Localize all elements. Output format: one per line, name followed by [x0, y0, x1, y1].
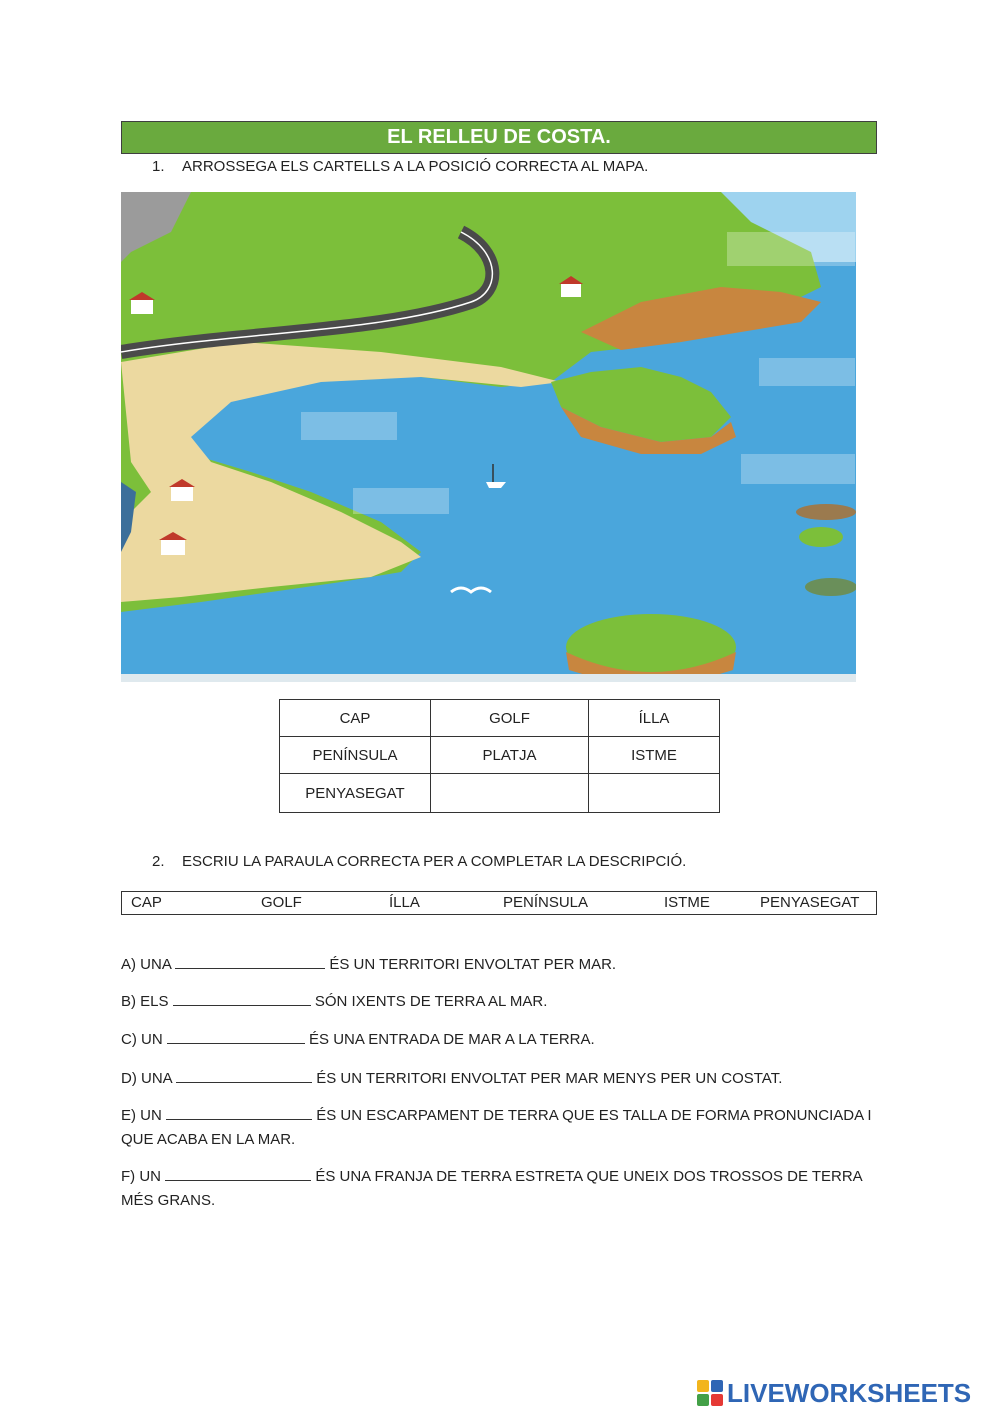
logo-text: LIVEWORKSHEETS: [727, 1377, 972, 1408]
question-text: SÓN IXENTS DE TERRA AL MAR.: [314, 993, 548, 1010]
coast-map: [121, 192, 856, 682]
answer-blank[interactable]: [173, 990, 311, 1006]
word-bank-item: CAP: [131, 894, 162, 911]
table-cell: [431, 774, 589, 813]
drop-zone[interactable]: [301, 412, 397, 440]
question-text: ÉS UN ESCARPAMENT DE TERRA QUE ES TALLA DE FORMA PRONUNCIADA I QUE ACABA EN LA MAR.: [121, 1107, 872, 1148]
drop-zone[interactable]: [741, 454, 855, 484]
table-cell: [589, 774, 720, 813]
question-text: ÉS UNA FRANJA DE TERRA ESTRETA QUE UNEIX DOS TROSSOS DE TERRA MÉS GRANS.: [121, 1168, 862, 1209]
instruction-1-number: 1.: [152, 158, 165, 175]
question-f: [121, 1165, 881, 1213]
question-c: [121, 1028, 881, 1052]
word-bank-item: PENÍNSULA: [503, 894, 589, 911]
table-row: [280, 700, 720, 737]
instruction-2-number: 2.: [152, 853, 165, 870]
instruction-2: [152, 853, 686, 870]
drop-zone[interactable]: [353, 488, 449, 514]
word-bank-item: ÍLLA: [389, 894, 420, 911]
drop-zone[interactable]: [727, 232, 855, 266]
question-prefix: B) ELS: [121, 993, 169, 1010]
draggable-label[interactable]: ISTME: [589, 737, 720, 774]
draggable-label[interactable]: GOLF: [431, 700, 589, 737]
liveworksheets-logo-icon: [697, 1380, 723, 1406]
word-bank-item: ISTME: [664, 894, 710, 911]
answer-blank[interactable]: [167, 1028, 305, 1044]
draggable-label[interactable]: PENÍNSULA: [280, 737, 431, 774]
question-prefix: C) UN: [121, 1031, 163, 1048]
question-prefix: A) UNA: [121, 956, 172, 973]
draggable-label[interactable]: PENYASEGAT: [280, 774, 431, 813]
question-a: [121, 953, 881, 977]
page-title: EL RELLEU DE COSTA.: [121, 121, 877, 154]
instruction-1: [152, 158, 648, 175]
answer-blank[interactable]: [166, 1104, 312, 1120]
question-text: ÉS UNA ENTRADA DE MAR A LA TERRA.: [309, 1031, 595, 1048]
instruction-2-text: ESCRIU LA PARAULA CORRECTA PER A COMPLETAR LA DESCRIPCIÓ.: [182, 853, 687, 870]
word-bank: [121, 891, 877, 915]
liveworksheets-logo: [697, 1378, 971, 1408]
answer-blank[interactable]: [165, 1165, 311, 1181]
question-text: ÉS UN TERRITORI ENVOLTAT PER MAR MENYS PER UN COSTAT.: [316, 1070, 783, 1087]
question-d: [121, 1067, 881, 1091]
draggable-label[interactable]: PLATJA: [431, 737, 589, 774]
answer-blank[interactable]: [176, 1067, 312, 1083]
question-prefix: E) UN: [121, 1107, 162, 1124]
draggable-label[interactable]: CAP: [280, 700, 431, 737]
question-text: ÉS UN TERRITORI ENVOLTAT PER MAR.: [329, 956, 617, 973]
drop-zone[interactable]: [759, 358, 855, 386]
word-bank-item: PENYASEGAT: [760, 894, 860, 911]
question-b: [121, 990, 881, 1014]
table-row: [280, 737, 720, 774]
question-e: [121, 1104, 881, 1152]
question-prefix: D) UNA: [121, 1070, 172, 1087]
draggable-label[interactable]: ÍLLA: [589, 700, 720, 737]
word-bank-item: GOLF: [261, 894, 302, 911]
answer-blank[interactable]: [175, 953, 325, 969]
instruction-1-text: ARROSSEGA ELS CARTELLS A LA POSICIÓ CORRECTA AL MAPA.: [182, 158, 649, 175]
question-prefix: F) UN: [121, 1168, 161, 1185]
table-row: [280, 774, 720, 813]
label-table: [279, 699, 720, 813]
